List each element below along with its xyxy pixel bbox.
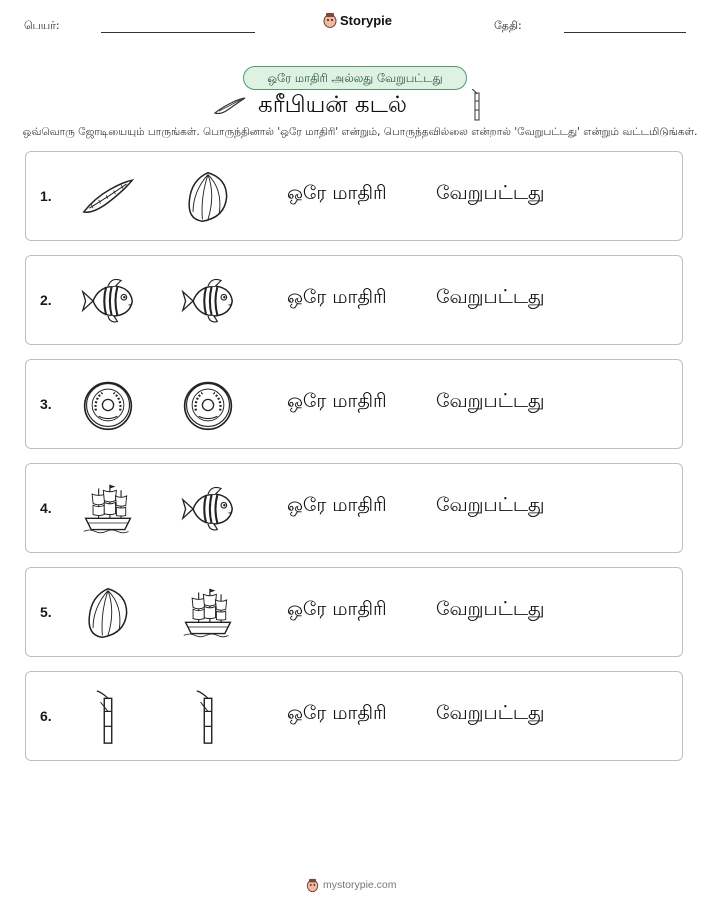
mascot-icon: [323, 12, 337, 28]
name-line[interactable]: [101, 32, 255, 33]
pair-card: [25, 567, 683, 657]
coin-icon: [79, 377, 137, 433]
same-option[interactable]: ஒரே மாதிரி: [287, 286, 387, 308]
brand-logo: [323, 12, 392, 28]
footer: [306, 878, 397, 892]
different-option[interactable]: வேறுபட்டது: [436, 390, 545, 412]
ship-icon: [79, 481, 137, 537]
brand-name: Storypie: [340, 12, 393, 28]
cocoa-pod-icon: [179, 169, 237, 225]
different-option[interactable]: வேறுபட்டது: [436, 182, 545, 204]
pair-card: [25, 151, 683, 241]
footer-url: mystorypie.com: [323, 879, 397, 891]
different-option[interactable]: வேறுபட்டது: [436, 286, 545, 308]
same-option[interactable]: ஒரே மாதிரி: [287, 182, 387, 204]
page-title: கரீபியன் கடல்: [258, 92, 408, 118]
title-row: [0, 89, 709, 123]
sugarcane-icon: [470, 89, 484, 121]
date-line[interactable]: [564, 32, 686, 33]
pair-number: 5.: [40, 604, 52, 620]
pair-number: 1.: [40, 188, 52, 204]
name-label: பெயர்:: [24, 19, 60, 32]
same-option[interactable]: ஒரே மாதிரி: [287, 494, 387, 516]
worksheet-type-badge: ஒரே மாதிரி அல்லது வேறுபட்டது: [243, 66, 467, 90]
fish-icon: [179, 481, 237, 537]
pair-card: [25, 463, 683, 553]
same-option[interactable]: ஒரே மாதிரி: [287, 390, 387, 412]
canoe-icon: [213, 95, 247, 117]
different-option[interactable]: வேறுபட்டது: [436, 598, 545, 620]
fish-icon: [179, 273, 237, 329]
same-option[interactable]: ஒரே மாதிரி: [287, 702, 387, 724]
different-option[interactable]: வேறுபட்டது: [436, 702, 545, 724]
sugarcane-icon: [79, 689, 137, 745]
pair-number: 2.: [40, 292, 52, 308]
pair-card: [25, 359, 683, 449]
pair-card: [25, 255, 683, 345]
pair-number: 3.: [40, 396, 52, 412]
ship-icon: [179, 585, 237, 641]
pair-card: [25, 671, 683, 761]
pair-number: 6.: [40, 708, 52, 724]
same-option[interactable]: ஒரே மாதிரி: [287, 598, 387, 620]
cocoa-pod-icon: [79, 585, 137, 641]
different-option[interactable]: வேறுபட்டது: [436, 494, 545, 516]
sugarcane-icon: [179, 689, 237, 745]
instruction-text: ஒவ்வொரு ஜோடியையும் பாருங்கள். பொருந்தினால் 'ஒரே மாதிரி' என்றும், பொருந்தவில்லை என்றால் 'வேறுபட்டது' என்றும் வட்டமிடுங்கள்.: [22, 126, 698, 138]
mascot-icon: [306, 878, 319, 892]
coin-icon: [179, 377, 237, 433]
canoe-icon: [79, 169, 137, 225]
fish-icon: [79, 273, 137, 329]
date-label: தேதி:: [494, 19, 522, 32]
worksheet-header: [0, 0, 709, 50]
pair-number: 4.: [40, 500, 52, 516]
